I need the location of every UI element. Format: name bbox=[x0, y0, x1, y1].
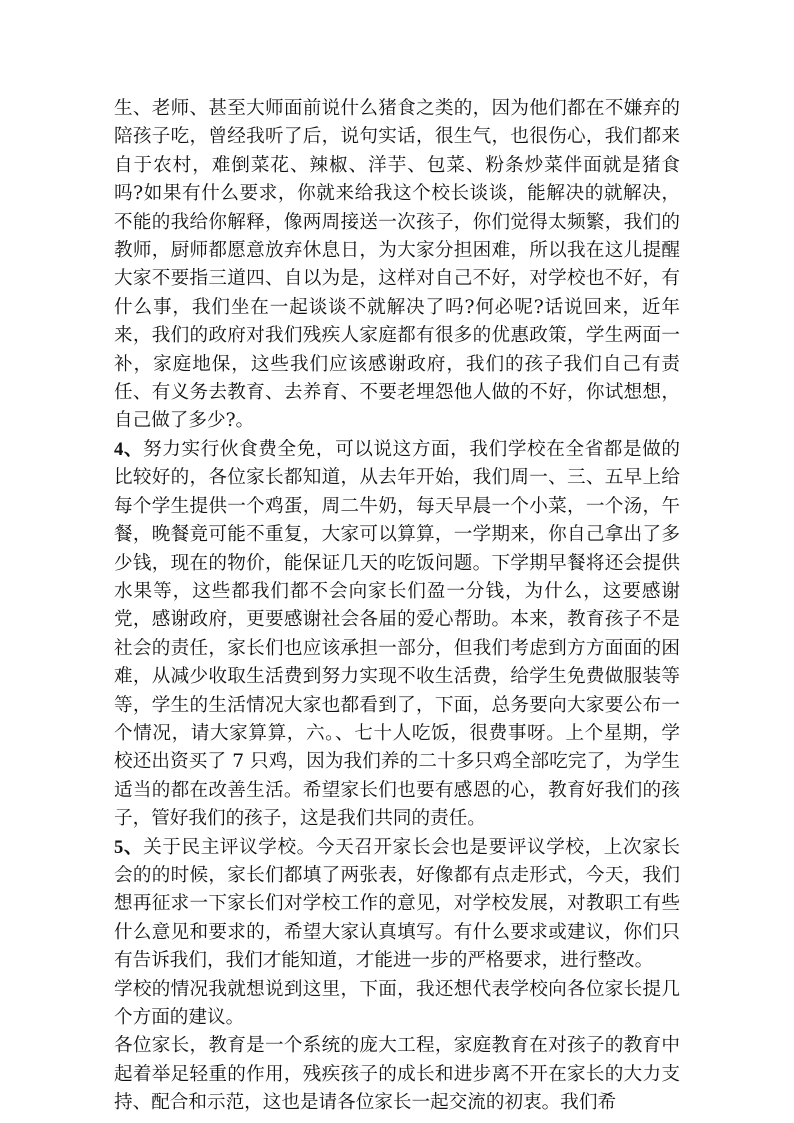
paragraph-address bbox=[114, 1032, 680, 1117]
paragraph-text: 关于民主评议学校。今天召开家长会也是要评议学校，上次家长会的的时候，家长们都填了两张表，好像都有点走形式，今天，我们想再征求一下家长们对学校工作的意见，对学校发展，对教职工有些什么意见和要求的，希望大家认真填写。有什么要求或建议，你们只有告诉我们，我们才能知道，才能进一步的严格要求，进行整改。 bbox=[114, 836, 680, 972]
paragraph-continuation bbox=[114, 95, 680, 436]
item-number: 4、 bbox=[114, 438, 144, 460]
paragraph-text: 生、老师、甚至大师面前说什么猪食之类的，因为他们都在不嫌弃的陪孩子吃，曾经我听了后，说句实话，很生气，也很伤心，我们都来自于农村，难倒菜花、辣椒、洋芋、包菜、粉条炒菜伴面就是猪食吗?如果有什么要求，你就来给我这个校长谈谈，能解决的就解决，不能的我给你解释，像两周接送一次孩子，你们觉得太频繁，我们的教师，厨师都愿意放弃休息日，为大家分担困难，所以我在这儿提醒大家不要指三道四、自以为是，这样对自己不好，对学校也不好，有什么事，我们坐在一起谈谈不就解决了吗?何必呢?话说回来，近年来，我们的政府对我们残疾人家庭都有很多的优惠政策，学生两面一补，家庭地保，这些我们应该感谢政府，我们的孩子我们自己有责任、有义务去教育、去养育、不要老埋怨他人做的不好，你试想想，自己做了多少?。 bbox=[114, 98, 680, 432]
paragraph-text: 努力实行伙食费全免，可以说这方面，我们学校在全省都是做的比较好的，各位家长都知道，从去年开始，我们周一、三、五早上给每个学生提供一个鸡蛋，周二牛奶，每天早晨一个小菜，一个汤，午餐，晚餐竟可能不重复，大家可以算算，一学期来，你自己拿出了多少钱，现在的物价，能保证几天的吃饭问题。下学期早餐将还会提供水果等，这些都我们都不会向家长们盈一分钱，为什么，这要感谢党，感谢政府，更要感谢社会各届的爱心帮助。本来，教育孩子不是社会的责任，家长们也应该承担一部分，但我们考虑到方方面面的困难，从减少收取生活费到努力实现不收生活费，给学生免费做服装等等，学生的生活情况大家也都看到了，下面，总务要向大家要公布一个情况，请大家算算，六。、七十人吃饭，很费事呀。上个星期，学校还出资买了 7 只鸡，因为我们养的二十多只鸡全部吃完了，为学生适当的都在改善生活。希望家长们也要有感恩的心，教育好我们的孩子，管好我们的孩子，这是我们共同的责任。 bbox=[114, 438, 680, 830]
paragraph-text: 学校的情况我就想说到这里，下面，我还想代表学校向各位家长提几个方面的建议。 bbox=[114, 978, 680, 1028]
paragraph-text: 各位家长，教育是一个系统的庞大工程，家庭教育在对孩子的教育中起着举足轻重的作用，残疾孩子的成长和进步离不开在家长的大力支持、配合和示范，这也是请各位家长一起交流的初衷。我们希 bbox=[114, 1035, 680, 1114]
document-page bbox=[114, 95, 680, 1118]
paragraph-item-4 bbox=[114, 436, 680, 834]
paragraph-item-5 bbox=[114, 834, 680, 976]
paragraph-transition bbox=[114, 976, 680, 1033]
item-number: 5、 bbox=[114, 836, 144, 858]
